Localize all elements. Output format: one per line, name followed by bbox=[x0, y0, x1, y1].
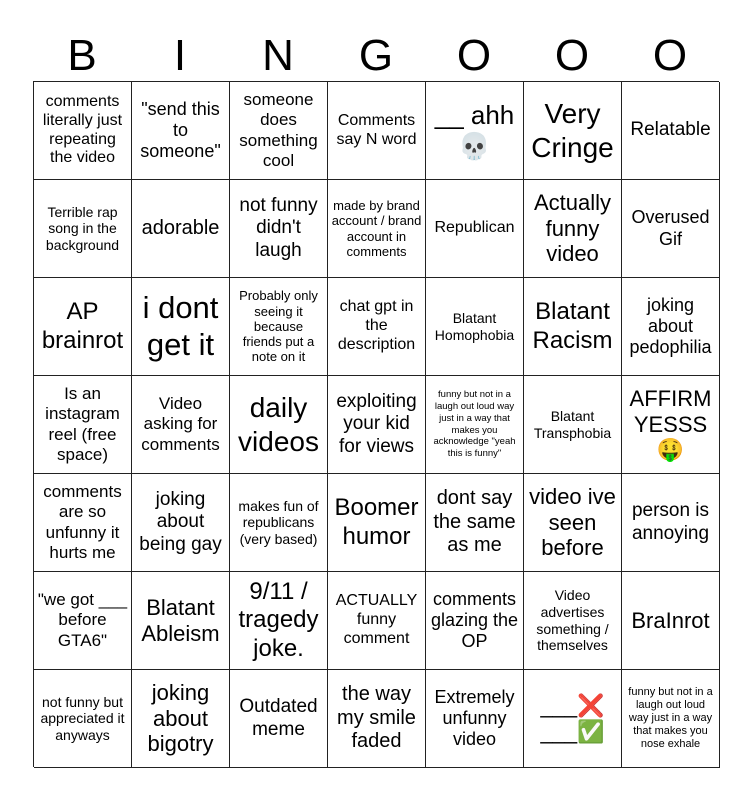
bingo-cell[interactable]: comments are so unfunny it hurts me bbox=[34, 474, 132, 572]
bingo-cell[interactable]: daily videos bbox=[230, 376, 328, 474]
bingo-cell[interactable]: video ive seen before bbox=[524, 474, 622, 572]
bingo-cell[interactable]: comments glazing the OP bbox=[426, 572, 524, 670]
bingo-cell[interactable]: AP brainrot bbox=[34, 278, 132, 376]
header-letter: G bbox=[358, 31, 394, 80]
bingo-cell[interactable]: Blatant Homophobia bbox=[426, 278, 524, 376]
bingo-cell[interactable]: not funny but appreciated it anyways bbox=[34, 670, 132, 768]
bingo-cell[interactable]: joking about being gay bbox=[132, 474, 230, 572]
bingo-cell[interactable]: Republican bbox=[426, 180, 524, 278]
bingo-cell[interactable]: Terrible rap song in the background bbox=[34, 180, 132, 278]
bingo-cell[interactable]: the way my smile faded bbox=[328, 670, 426, 768]
bingo-cell[interactable]: makes fun of republicans (very based) bbox=[230, 474, 328, 572]
bingo-cell[interactable]: 9/11 / tragedy joke. bbox=[230, 572, 328, 670]
bingo-cell[interactable]: Is an instagram reel (free space) bbox=[34, 376, 132, 474]
bingo-cell[interactable]: adorable bbox=[132, 180, 230, 278]
bingo-cell[interactable]: funny but not in a laugh out loud way just in a way that makes you acknowledge "yeah this is funny" bbox=[426, 376, 524, 474]
bingo-cell[interactable]: Very Cringe bbox=[524, 82, 622, 180]
bingo-cell[interactable]: exploiting your kid for views bbox=[328, 376, 426, 474]
bingo-cell[interactable]: funny but not in a laugh out loud way just in a way that makes you nose exhale bbox=[622, 670, 720, 768]
header-letter: O bbox=[456, 31, 492, 80]
bingo-cell[interactable]: Overused Gif bbox=[622, 180, 720, 278]
bingo-cell[interactable]: ___❌ ___✅ bbox=[524, 670, 622, 768]
bingo-cell[interactable]: Blatant Transphobia bbox=[524, 376, 622, 474]
bingo-cell[interactable]: i dont get it bbox=[132, 278, 230, 376]
bingo-cell[interactable]: Boomer humor bbox=[328, 474, 426, 572]
bingo-cell[interactable]: Relatable bbox=[622, 82, 720, 180]
bingo-cell[interactable]: made by brand account / brand account in comments bbox=[328, 180, 426, 278]
bingo-cell[interactable]: Extremely unfunny video bbox=[426, 670, 524, 768]
bingo-cell[interactable]: AFFIRM YESSS 🤑 bbox=[622, 376, 720, 474]
bingo-cell[interactable]: joking about bigotry bbox=[132, 670, 230, 768]
header-letter: O bbox=[652, 31, 688, 80]
bingo-cell[interactable]: BraInrot bbox=[622, 572, 720, 670]
bingo-cell[interactable]: Video advertises something / themselves bbox=[524, 572, 622, 670]
bingo-cell[interactable]: person is annoying bbox=[622, 474, 720, 572]
bingo-cell[interactable]: "send this to someone" bbox=[132, 82, 230, 180]
bingo-cell[interactable]: Outdated meme bbox=[230, 670, 328, 768]
bingo-cell[interactable]: Actually funny video bbox=[524, 180, 622, 278]
header-letter: N bbox=[262, 31, 294, 80]
bingo-cell[interactable]: Blatant Ableism bbox=[132, 572, 230, 670]
bingo-cell[interactable]: __ ahh 💀 bbox=[426, 82, 524, 180]
bingo-cell[interactable]: not funny didn't laugh bbox=[230, 180, 328, 278]
bingo-cell[interactable]: someone does something cool bbox=[230, 82, 328, 180]
bingo-cell[interactable]: joking about pedophilia bbox=[622, 278, 720, 376]
bingo-cell[interactable]: Comments say N word bbox=[328, 82, 426, 180]
header-letter: O bbox=[554, 31, 590, 80]
bingo-cell[interactable]: ACTUALLY funny comment bbox=[328, 572, 426, 670]
bingo-cell[interactable]: Blatant Racism bbox=[524, 278, 622, 376]
bingo-cell[interactable]: dont say the same as me bbox=[426, 474, 524, 572]
bingo-cell[interactable]: chat gpt in the description bbox=[328, 278, 426, 376]
header-letter: B bbox=[67, 31, 97, 80]
header-letter: I bbox=[173, 31, 187, 80]
bingo-grid bbox=[33, 81, 719, 767]
bingo-cell[interactable]: Probably only seeing it because friends put a note on it bbox=[230, 278, 328, 376]
bingo-header bbox=[33, 26, 719, 86]
bingo-cell[interactable]: "we got ___ before GTA6" bbox=[34, 572, 132, 670]
bingo-cell[interactable]: Video asking for comments bbox=[132, 376, 230, 474]
bingo-cell[interactable]: comments literally just repeating the video bbox=[34, 82, 132, 180]
